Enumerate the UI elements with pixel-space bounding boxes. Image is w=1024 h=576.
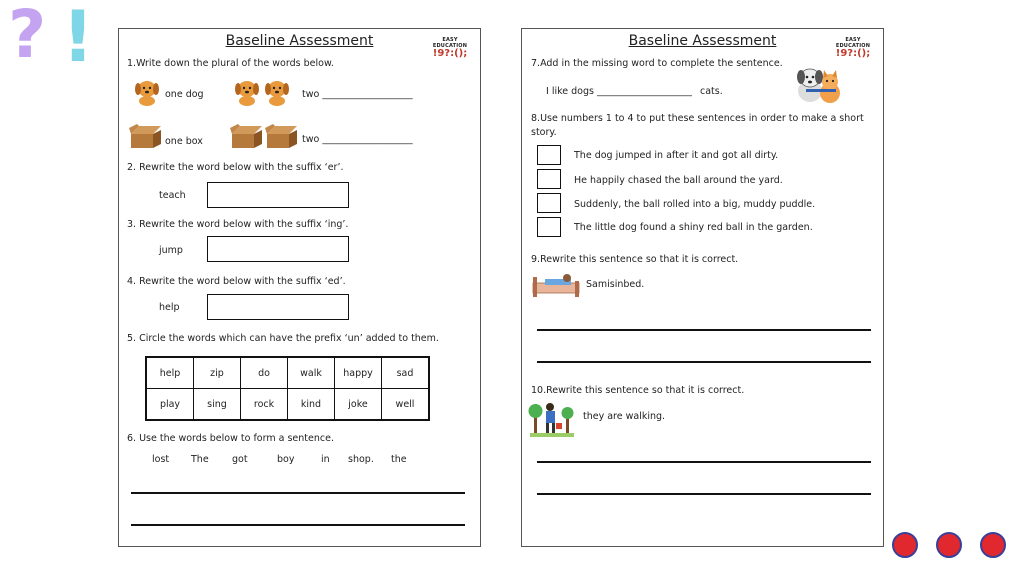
word-cell[interactable]: zip <box>194 357 241 389</box>
one-dog-label: one dog <box>165 89 204 100</box>
worksheet-title: Baseline Assessment <box>225 33 374 49</box>
two-boxes-answer-line[interactable]: two ___________________ <box>302 134 413 145</box>
word-cell[interactable]: walk <box>288 357 335 389</box>
q4-answer-box[interactable] <box>207 294 349 320</box>
table-row <box>146 357 429 389</box>
q6-word: the <box>391 454 407 465</box>
dog-icon <box>133 77 161 107</box>
question-5: 5. Circle the words which can have the prefix ‘un’ added to them. <box>127 333 439 344</box>
q4-word: help <box>159 302 180 313</box>
order-number-box[interactable] <box>537 145 561 165</box>
question-6: 6. Use the words below to form a sentence. <box>127 433 334 444</box>
red-dot-decoration <box>936 532 962 558</box>
q6-word: lost <box>152 454 170 465</box>
story-sentence: He happily chased the ball around the yard. <box>574 175 783 186</box>
word-cell[interactable]: kind <box>288 389 335 421</box>
worksheet-page-2 <box>521 28 884 547</box>
word-cell[interactable]: rock <box>241 389 288 421</box>
easy-education-logo: EASY EDUCATION !9?:(); <box>835 37 871 59</box>
q2-answer-box[interactable] <box>207 182 349 208</box>
story-sentence: The dog jumped in after it and got all dirty. <box>574 150 779 161</box>
easy-education-logo: EASY EDUCATION !9?:(); <box>432 37 468 59</box>
box-icon <box>230 124 264 150</box>
word-cell[interactable]: happy <box>335 357 382 389</box>
q3-word: jump <box>159 245 183 256</box>
q7-sentence-start[interactable]: I like dogs ____________________ <box>546 86 692 97</box>
q6-word: The <box>191 454 209 465</box>
q7-sentence-end: cats. <box>700 86 723 97</box>
q2-word: teach <box>159 190 186 201</box>
story-sentence: The little dog found a shiny red ball in the garden. <box>574 222 813 233</box>
q10-answer-line[interactable] <box>537 493 871 495</box>
q6-answer-line[interactable] <box>131 524 465 526</box>
word-cell[interactable]: sad <box>382 357 430 389</box>
two-dogs-answer-line[interactable]: two ___________________ <box>302 89 413 100</box>
question-mark-decoration: ? <box>8 0 47 73</box>
q6-answer-line[interactable] <box>131 492 465 494</box>
child-in-bed-icon <box>531 269 581 299</box>
question-1: 1.Write down the plural of the words below. <box>127 58 334 69</box>
box-icon <box>129 124 163 150</box>
question-4: 4. Rewrite the word below with the suffix ‘ed’. <box>127 276 346 287</box>
story-sentence: Suddenly, the ball rolled into a big, muddy puddle. <box>574 199 816 210</box>
q9-sentence: Samisinbed. <box>586 279 645 290</box>
q9-answer-line[interactable] <box>537 361 871 363</box>
dog-and-cat-icon <box>794 63 844 105</box>
q10-sentence: they are walking. <box>583 411 666 422</box>
question-9: 9.Rewrite this sentence so that it is correct. <box>531 254 739 265</box>
q3-answer-box[interactable] <box>207 236 349 262</box>
table-row <box>146 389 429 421</box>
word-cell[interactable]: play <box>146 389 194 421</box>
worksheet-page-1 <box>118 28 481 547</box>
word-cell[interactable]: joke <box>335 389 382 421</box>
q6-word: boy <box>277 454 295 465</box>
question-3: 3. Rewrite the word below with the suffix ‘ing’. <box>127 219 349 230</box>
word-cell[interactable]: sing <box>194 389 241 421</box>
word-cell[interactable]: well <box>382 389 430 421</box>
question-10: 10.Rewrite this sentence so that it is correct. <box>531 385 745 396</box>
q9-answer-line[interactable] <box>537 329 871 331</box>
question-8-continued: story. <box>531 127 557 138</box>
prefix-word-grid <box>145 356 430 421</box>
q6-word: got <box>232 454 248 465</box>
word-cell[interactable]: help <box>146 357 194 389</box>
question-2: 2. Rewrite the word below with the suffix ‘er’. <box>127 162 344 173</box>
dog-icon <box>233 77 261 107</box>
q6-word: shop. <box>348 454 374 465</box>
worksheet-title: Baseline Assessment <box>628 33 777 49</box>
word-cell[interactable]: do <box>241 357 288 389</box>
question-7: 7.Add in the missing word to complete the sentence. <box>531 58 783 69</box>
order-number-box[interactable] <box>537 217 561 237</box>
q10-answer-line[interactable] <box>537 461 871 463</box>
exclamation-mark-decoration: ! <box>62 0 94 78</box>
dog-icon <box>263 77 291 107</box>
box-icon <box>265 124 299 150</box>
one-box-label: one box <box>165 136 203 147</box>
red-dot-decoration <box>892 532 918 558</box>
children-walking-icon <box>528 397 576 439</box>
question-8: 8.Use numbers 1 to 4 to put these sentences in order to make a short <box>531 113 864 124</box>
red-dot-decoration <box>980 532 1006 558</box>
order-number-box[interactable] <box>537 193 561 213</box>
q6-word: in <box>321 454 330 465</box>
order-number-box[interactable] <box>537 169 561 189</box>
